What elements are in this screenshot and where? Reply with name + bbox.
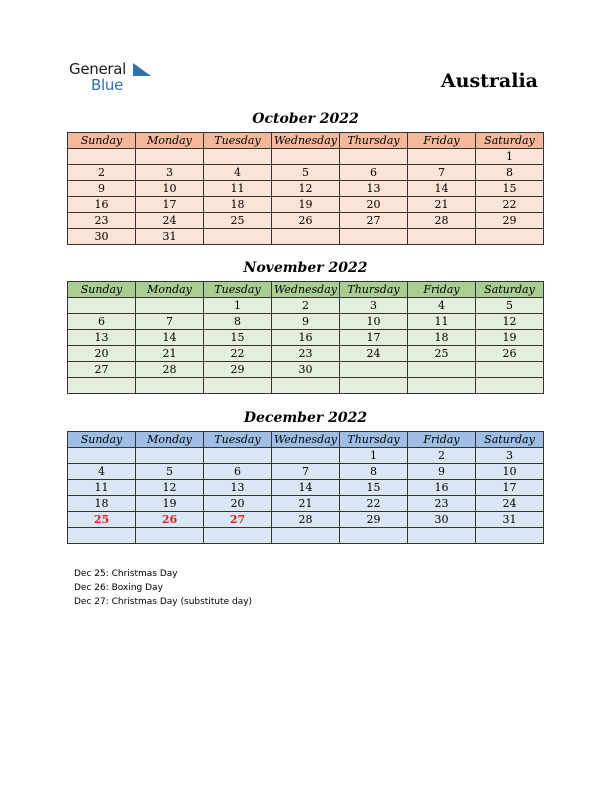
day-cell: 25	[68, 512, 136, 528]
day-cell	[68, 448, 136, 464]
day-cell: 17	[476, 480, 544, 496]
day-cell: 16	[272, 330, 340, 346]
day-cell	[68, 528, 136, 544]
calendar-table	[67, 281, 544, 394]
day-cell: 28	[272, 512, 340, 528]
generalblue-logo	[69, 60, 159, 96]
day-cell	[476, 362, 544, 378]
day-cell: 11	[408, 314, 476, 330]
day-cell: 21	[136, 346, 204, 362]
month-december	[67, 409, 544, 544]
weekday-header-row	[68, 432, 544, 448]
day-cell	[136, 298, 204, 314]
week-row	[68, 448, 544, 464]
day-cell: 23	[68, 213, 136, 229]
day-cell: 19	[476, 330, 544, 346]
weekday-header: Saturday	[476, 432, 544, 448]
day-cell: 3	[476, 448, 544, 464]
day-cell	[272, 528, 340, 544]
day-cell	[340, 528, 408, 544]
day-cell: 17	[340, 330, 408, 346]
day-cell	[408, 378, 476, 394]
day-cell: 23	[272, 346, 340, 362]
day-cell	[272, 378, 340, 394]
day-cell: 3	[340, 298, 408, 314]
day-cell: 24	[136, 213, 204, 229]
week-row	[68, 512, 544, 528]
day-cell: 1	[476, 149, 544, 165]
day-cell: 17	[136, 197, 204, 213]
day-cell: 30	[272, 362, 340, 378]
weekday-header: Wednesday	[272, 133, 340, 149]
week-row	[68, 496, 544, 512]
day-cell: 1	[340, 448, 408, 464]
day-cell	[408, 528, 476, 544]
day-cell: 11	[204, 181, 272, 197]
week-row	[68, 149, 544, 165]
day-cell: 4	[408, 298, 476, 314]
weekday-header: Monday	[136, 432, 204, 448]
month-november	[67, 259, 544, 394]
day-cell: 27	[204, 512, 272, 528]
day-cell: 5	[136, 464, 204, 480]
day-cell	[136, 528, 204, 544]
holiday-note: Dec 25: Christmas Day	[74, 569, 178, 579]
weekday-header-row	[68, 282, 544, 298]
day-cell: 16	[408, 480, 476, 496]
logo-text-general: General	[69, 60, 127, 78]
day-cell: 11	[68, 480, 136, 496]
day-cell: 15	[340, 480, 408, 496]
day-cell: 4	[68, 464, 136, 480]
day-cell: 22	[476, 197, 544, 213]
day-cell	[408, 149, 476, 165]
day-cell: 9	[272, 314, 340, 330]
day-cell: 10	[340, 314, 408, 330]
day-cell	[408, 362, 476, 378]
day-cell: 26	[476, 346, 544, 362]
day-cell: 8	[476, 165, 544, 181]
country-title: Australia	[440, 70, 538, 92]
week-row	[68, 181, 544, 197]
day-cell: 18	[204, 197, 272, 213]
day-cell: 1	[204, 298, 272, 314]
day-cell: 24	[476, 496, 544, 512]
day-cell: 14	[408, 181, 476, 197]
holiday-notes	[74, 567, 252, 609]
weekday-header: Wednesday	[272, 282, 340, 298]
day-cell	[204, 378, 272, 394]
day-cell: 20	[204, 496, 272, 512]
day-cell	[408, 229, 476, 245]
day-cell: 27	[340, 213, 408, 229]
day-cell	[136, 149, 204, 165]
day-cell	[272, 229, 340, 245]
day-cell: 15	[476, 181, 544, 197]
day-cell: 28	[136, 362, 204, 378]
day-cell: 27	[68, 362, 136, 378]
day-cell: 15	[204, 330, 272, 346]
day-cell: 13	[204, 480, 272, 496]
day-cell: 26	[136, 512, 204, 528]
day-cell	[340, 378, 408, 394]
day-cell: 31	[476, 512, 544, 528]
month-title: October 2022	[252, 111, 359, 127]
day-cell: 4	[204, 165, 272, 181]
week-row	[68, 346, 544, 362]
day-cell: 26	[272, 213, 340, 229]
weekday-header: Sunday	[68, 432, 136, 448]
week-row	[68, 480, 544, 496]
day-cell: 24	[340, 346, 408, 362]
day-cell: 18	[68, 496, 136, 512]
weekday-header: Friday	[408, 282, 476, 298]
day-cell: 29	[476, 213, 544, 229]
day-cell: 10	[136, 181, 204, 197]
week-row	[68, 378, 544, 394]
weekday-header: Wednesday	[272, 432, 340, 448]
day-cell: 13	[68, 330, 136, 346]
weekday-header: Sunday	[68, 133, 136, 149]
day-cell: 25	[408, 346, 476, 362]
day-cell: 10	[476, 464, 544, 480]
day-cell: 21	[408, 197, 476, 213]
day-cell	[204, 229, 272, 245]
weekday-header-row	[68, 133, 544, 149]
week-row	[68, 314, 544, 330]
weekday-header: Saturday	[476, 133, 544, 149]
day-cell	[476, 378, 544, 394]
weekday-header: Thursday	[340, 133, 408, 149]
day-cell: 25	[204, 213, 272, 229]
day-cell: 12	[476, 314, 544, 330]
day-cell: 20	[340, 197, 408, 213]
day-cell	[68, 298, 136, 314]
weekday-header: Tuesday	[204, 432, 272, 448]
logo-flag-icon	[133, 63, 151, 77]
day-cell	[476, 229, 544, 245]
day-cell: 29	[340, 512, 408, 528]
day-cell	[272, 448, 340, 464]
day-cell	[204, 448, 272, 464]
day-cell: 6	[68, 314, 136, 330]
day-cell: 22	[340, 496, 408, 512]
day-cell	[340, 229, 408, 245]
day-cell	[204, 149, 272, 165]
day-cell: 31	[136, 229, 204, 245]
weekday-header: Thursday	[340, 432, 408, 448]
calendar-table	[67, 431, 544, 544]
day-cell: 20	[68, 346, 136, 362]
day-cell: 7	[136, 314, 204, 330]
day-cell: 12	[136, 480, 204, 496]
weekday-header: Monday	[136, 133, 204, 149]
day-cell: 7	[408, 165, 476, 181]
day-cell: 2	[68, 165, 136, 181]
holiday-note: Dec 26: Boxing Day	[74, 583, 163, 593]
logo-text-blue: Blue	[91, 76, 123, 94]
day-cell: 21	[272, 496, 340, 512]
day-cell: 14	[136, 330, 204, 346]
calendar-table	[67, 132, 544, 245]
day-cell: 9	[408, 464, 476, 480]
day-cell: 2	[272, 298, 340, 314]
day-cell	[68, 149, 136, 165]
weekday-header: Tuesday	[204, 282, 272, 298]
day-cell: 23	[408, 496, 476, 512]
day-cell: 8	[340, 464, 408, 480]
week-row	[68, 528, 544, 544]
day-cell	[136, 448, 204, 464]
week-row	[68, 464, 544, 480]
day-cell	[204, 528, 272, 544]
day-cell: 6	[204, 464, 272, 480]
weekday-header: Monday	[136, 282, 204, 298]
week-row	[68, 229, 544, 245]
day-cell: 19	[272, 197, 340, 213]
holiday-note: Dec 27: Christmas Day (substitute day)	[74, 597, 253, 607]
day-cell: 7	[272, 464, 340, 480]
week-row	[68, 330, 544, 346]
week-row	[68, 298, 544, 314]
day-cell: 22	[204, 346, 272, 362]
month-title: December 2022	[243, 410, 368, 426]
day-cell: 6	[340, 165, 408, 181]
day-cell: 14	[272, 480, 340, 496]
day-cell	[272, 149, 340, 165]
day-cell: 5	[476, 298, 544, 314]
day-cell	[340, 149, 408, 165]
day-cell: 19	[136, 496, 204, 512]
day-cell	[136, 378, 204, 394]
day-cell: 2	[408, 448, 476, 464]
month-title: November 2022	[243, 260, 368, 276]
week-row	[68, 165, 544, 181]
day-cell: 16	[68, 197, 136, 213]
day-cell: 9	[68, 181, 136, 197]
weekday-header: Tuesday	[204, 133, 272, 149]
weekday-header: Sunday	[68, 282, 136, 298]
day-cell: 8	[204, 314, 272, 330]
day-cell	[476, 528, 544, 544]
week-row	[68, 362, 544, 378]
weekday-header: Saturday	[476, 282, 544, 298]
day-cell: 30	[68, 229, 136, 245]
day-cell: 13	[340, 181, 408, 197]
day-cell: 18	[408, 330, 476, 346]
weekday-header: Friday	[408, 133, 476, 149]
day-cell	[340, 362, 408, 378]
day-cell: 28	[408, 213, 476, 229]
day-cell: 5	[272, 165, 340, 181]
weekday-header: Friday	[408, 432, 476, 448]
week-row	[68, 213, 544, 229]
day-cell: 30	[408, 512, 476, 528]
day-cell: 3	[136, 165, 204, 181]
weekday-header: Thursday	[340, 282, 408, 298]
day-cell: 12	[272, 181, 340, 197]
day-cell: 29	[204, 362, 272, 378]
month-october	[67, 110, 544, 245]
day-cell	[68, 378, 136, 394]
week-row	[68, 197, 544, 213]
